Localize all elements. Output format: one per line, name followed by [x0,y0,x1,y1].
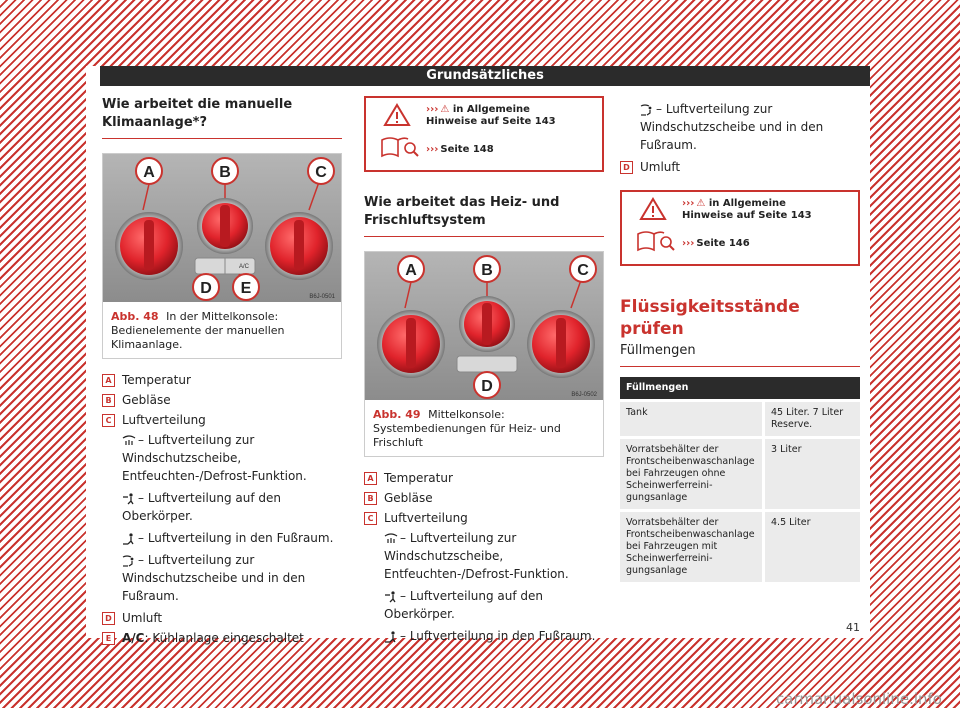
legend-list [364,469,604,645]
figure-code: B6J-0501 [309,294,335,300]
legend-item [364,489,604,507]
windshield-foot-air-icon [640,104,654,116]
callout-c: C [315,164,327,181]
callout-b: B [219,164,231,181]
climate-panel-illustration [103,154,341,302]
table-cell-value: 45 Liter. 7 Liter Reserve. [764,401,861,438]
table-header: Füllmengen [620,377,860,401]
panel-ac-label: A/C [239,264,250,270]
heading-manual-ac: Wie arbeitet die manuelle Klimaanlage*? [102,96,342,139]
legend-text: : Kühlanlage eingeschaltet [144,631,304,645]
page-number: 41 [846,621,860,634]
legend-item [102,371,342,389]
legend-text: Temperatur [384,471,453,485]
legend-list [102,371,342,647]
table-row [620,438,860,511]
table-row [620,401,860,438]
section-header: Grundsätzliches [100,66,870,86]
caption-label: Abb. 48 [111,310,159,323]
climate-panel-photo [103,154,341,302]
book-manual-icon [636,230,676,252]
legend-text: Gebläse [384,491,433,505]
column-manual-ac [102,96,342,649]
legend-key: A [102,374,115,387]
watermark: carmanualsonline.info [776,690,942,708]
figure-code: B6J-0502 [571,392,597,398]
windshield-foot-air-icon [122,555,136,567]
sub-item [102,431,342,485]
legend-key: D [102,612,115,625]
legend-key: C [364,512,377,525]
capacities-table [620,377,860,582]
figure-49 [364,251,604,457]
sub-text: – Luftverteilung auf den Oberkörper. [384,589,544,621]
page-ref-text[interactable]: ››› Seite 146 [682,238,750,249]
sub-text: – Luftverteilung zur Windschutzscheibe und in den Fußraum. [122,553,306,603]
heating-panel-illustration [365,252,603,400]
warning-box [364,96,604,172]
page-ref-label: Seite 148 [440,144,494,155]
sub-text: – Luftverteilung auf den Oberkörper. [122,491,282,523]
table-cell-value: 4.5 Liter [764,511,861,583]
sub-item [102,489,342,525]
legend-text: Umluft [640,160,681,174]
legend-key: E [102,632,115,645]
warning-ref-text: ››› ⚠ in Allgemeine Hinweise auf Seite 143 [426,104,556,127]
caption-text: In der Mittelkonsole: Bedienelemente der manuellen Klimaanlage. [111,310,285,351]
page-ref-text[interactable]: ››› Seite 148 [426,144,494,155]
sub-text: – Luftverteilung zur Windschutzscheibe, Entfeuchten-/Defrost-Funktion. [122,433,307,483]
legend-text: Luftverteilung [122,413,206,427]
legend-key: C [102,414,115,427]
warning-box [620,190,860,266]
table-cell-value: 3 Liter [764,438,861,511]
sub-item [364,627,604,645]
legend-key: A [364,472,377,485]
caption-text: Mittelkonsole: Systembedienungen für Heiz- und Frischluft [373,408,561,449]
face-air-icon [122,493,136,505]
sub-item [102,551,342,605]
sub-text: – Luftverteilung zur Windschutzscheibe, Entfeuchten-/Defrost-Funktion. [384,531,569,581]
foot-air-icon [122,533,136,545]
legend-item [102,629,342,647]
heading-heating-system: Wie arbeitet das Heiz- und Frischluftsystem [364,194,604,237]
sub-text: – Luftverteilung zur Windschutzscheibe und in den Fußraum. [640,102,824,152]
warning-ref-label: in Allgemeine Hinweise auf Seite 143 [682,198,812,221]
table-cell-item: Vorratsbehälter der Frontscheibenwaschanlage bei Fahrzeugen ohne Scheinwerferreinigungsanlage [620,438,764,511]
legend-text: Luftverteilung [384,511,468,525]
heading-fluid-levels: Flüssigkeitsstände prüfen [620,297,800,339]
legend-list [620,100,860,176]
callout-a: A [143,164,155,181]
table-cell-item: Tank [620,401,764,438]
column-fluid-levels [620,96,860,582]
book-manual-icon [380,136,420,158]
warning-ref-text: ››› ⚠ in Allgemeine Hinweise auf Seite 143 [682,198,812,221]
legend-item [102,411,342,429]
legend-key: D [620,161,633,174]
column-heating-system [364,96,604,649]
face-air-icon [384,591,398,603]
legend-key: B [102,394,115,407]
legend-text: Gebläse [122,393,171,407]
sub-text: – Luftverteilung in den Fußraum. [138,531,334,545]
legend-key: B [364,492,377,505]
callout-d: D [200,280,212,297]
subheading-capacities: Füllmengen [620,340,860,367]
warning-triangle-icon [384,104,410,126]
legend-text: Temperatur [122,373,191,387]
foot-air-icon [384,631,398,643]
manual-page [86,66,870,645]
warning-ref-label: in Allgemeine Hinweise auf Seite 143 [426,104,556,127]
sub-item [620,100,860,154]
sub-item [364,587,604,623]
figure-caption [365,400,603,456]
callout-e: E [240,280,252,297]
legend-item [364,509,604,527]
legend-item [364,469,604,487]
table-row [620,511,860,583]
warning-triangle-icon [640,198,666,220]
callout-d: D [481,378,493,395]
legend-item [102,391,342,409]
table-cell-item: Vorratsbehälter der Frontscheibenwaschanlage bei Fahrzeugen mit Scheinwerferreinigungsanlage [620,511,764,583]
heating-panel-photo [365,252,603,400]
sub-text: – Luftverteilung in den Fußraum. [400,629,596,643]
sub-item [102,529,342,547]
sub-item [364,529,604,583]
page-ref-label: Seite 146 [696,238,750,249]
figure-caption [103,302,341,358]
legend-item [620,158,860,176]
legend-bold: A/C [122,631,145,645]
figure-48 [102,153,342,359]
callout-a: A [405,262,417,279]
caption-label: Abb. 49 [373,408,421,421]
windshield-air-icon [384,533,398,545]
callout-b: B [481,262,493,279]
windshield-air-icon [122,435,136,447]
callout-c: C [577,262,589,279]
legend-text: Umluft [122,611,163,625]
legend-item [102,609,342,627]
